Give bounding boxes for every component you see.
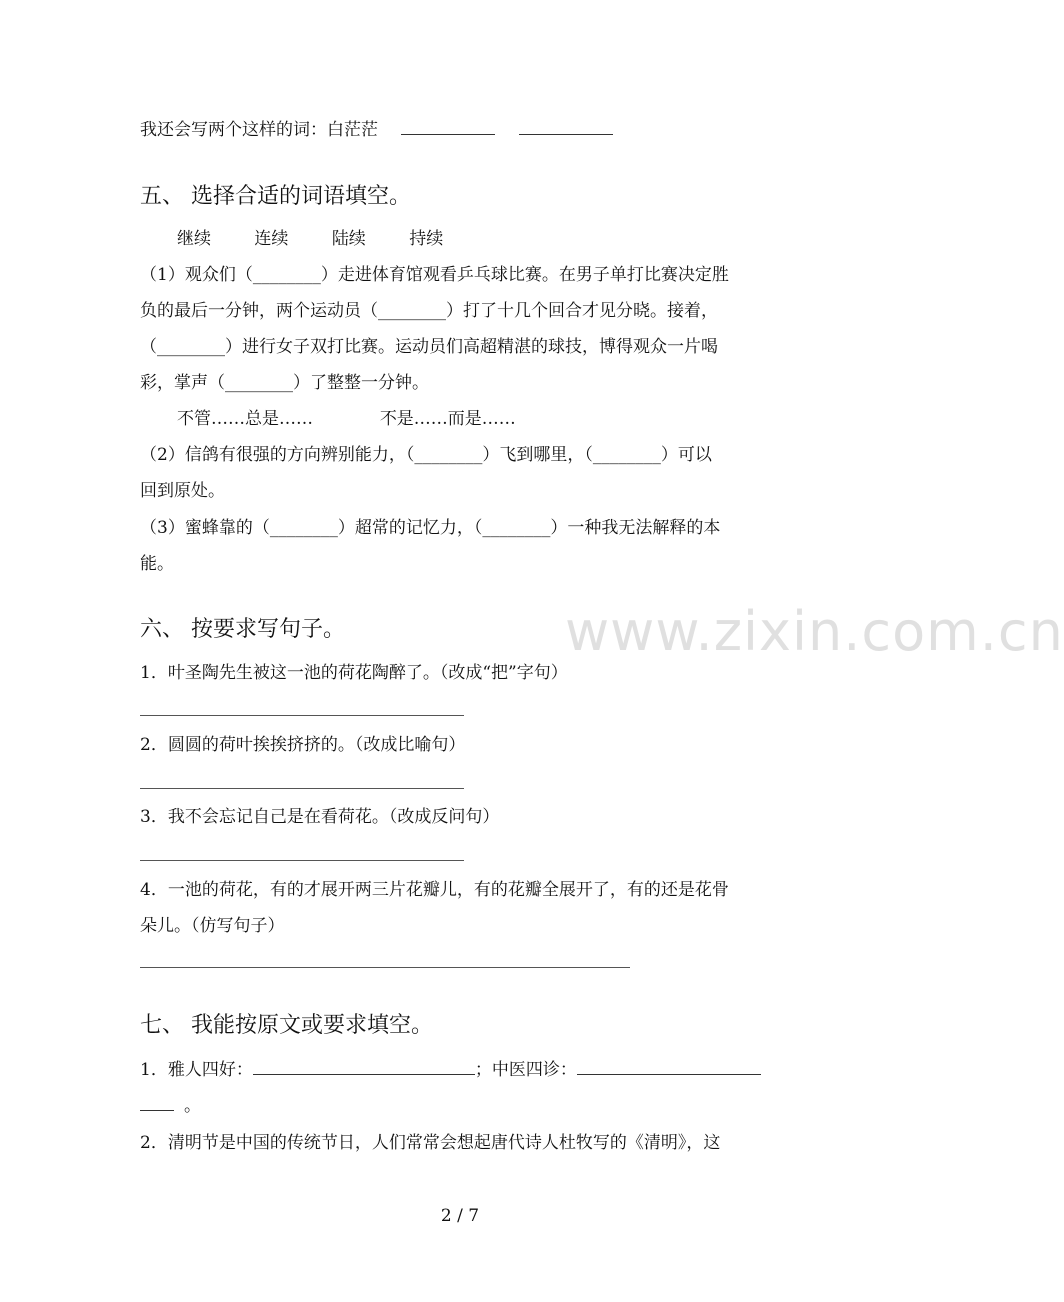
sec5-q1-line2: 负的最后一分钟，两个运动员（________）打了十几个回合才见分晓。接着， xyxy=(140,301,718,321)
sec6-q1: 1．叶圣陶先生被这一池的荷花陶醉了。（改成“把”字句） xyxy=(140,663,568,683)
sec6-q2: 2．圆圆的荷叶挨挨挤挤的。（改成比喻句） xyxy=(140,735,466,755)
word-choices xyxy=(177,229,481,249)
blank[interactable] xyxy=(519,120,613,135)
sec7-q1-label: ；中医四诊： xyxy=(474,1060,577,1080)
sec7-q1-label: 1．雅人四好： xyxy=(140,1060,253,1080)
sec7-q1-line2 xyxy=(140,1096,201,1116)
sec7-q1-line1 xyxy=(140,1060,761,1080)
sec5-q1-line4: 彩，掌声（________）了整整一分钟。 xyxy=(140,373,429,393)
sec5-q3-line2: 能。 xyxy=(140,554,174,574)
blank[interactable] xyxy=(253,1060,475,1075)
sec5-q1-line3: （________）进行女子双打比赛。运动员们高超精湛的球技，博得观众一片喝 xyxy=(140,337,718,357)
sec6-q3: 3．我不会忘记自己是在看荷花。（改成反问句） xyxy=(140,807,500,827)
conjunction-pair: 不是……而是…… xyxy=(379,409,516,429)
blank[interactable] xyxy=(401,120,495,135)
section-7-title: 七、 我能按原文或要求填空。 xyxy=(140,1013,433,1038)
answer-line[interactable] xyxy=(140,967,630,968)
answer-line[interactable] xyxy=(140,788,464,789)
sec6-q4-line2: 朵儿。（仿写句子） xyxy=(140,916,285,936)
answer-line[interactable] xyxy=(140,860,464,861)
top-text: 我还会写两个这样的词：白茫茫 xyxy=(140,120,378,140)
blank[interactable] xyxy=(577,1060,761,1075)
blank[interactable] xyxy=(140,1096,174,1111)
conjunction-pair: 不管……总是…… xyxy=(177,409,313,429)
sec5-q2-line1: （2）信鸽有很强的方向辨别能力，（________）飞到哪里，（________）可以 xyxy=(140,445,712,465)
word-choice: 连续 xyxy=(254,229,289,249)
sec5-q2-line2: 回到原处。 xyxy=(140,481,225,501)
sec5-q3-line1: （3）蜜蜂靠的（________）超常的记忆力，（________）一种我无法解释的本 xyxy=(140,518,721,538)
word-choice: 陆续 xyxy=(331,229,366,249)
top-line xyxy=(140,120,613,140)
word-choice: 继续 xyxy=(177,229,211,249)
sec7-q2: 2．清明节是中国的传统节日，人们常常会想起唐代诗人杜牧写的《清明》，这 xyxy=(140,1133,721,1153)
sec6-q4-line1: 4．一池的荷花，有的才展开两三片花瓣儿，有的花瓣全展开了，有的还是花骨 xyxy=(140,880,729,900)
word-choice: 持续 xyxy=(409,229,444,249)
section-6-title: 六、 按要求写句子。 xyxy=(140,617,345,642)
answer-line[interactable] xyxy=(140,715,464,716)
sec5-q1-line1: （1）观众们（________）走进体育馆观看乒乓球比赛。在男子单打比赛决定胜 xyxy=(140,265,729,285)
section-5-title: 五、 选择合适的词语填空。 xyxy=(140,184,411,209)
conjunction-pairs xyxy=(177,409,516,429)
watermark: www.zixin.com.cn xyxy=(565,600,1064,663)
sec7-q1-end: 。 xyxy=(184,1096,201,1116)
page-number: 2 / 7 xyxy=(440,1206,480,1226)
